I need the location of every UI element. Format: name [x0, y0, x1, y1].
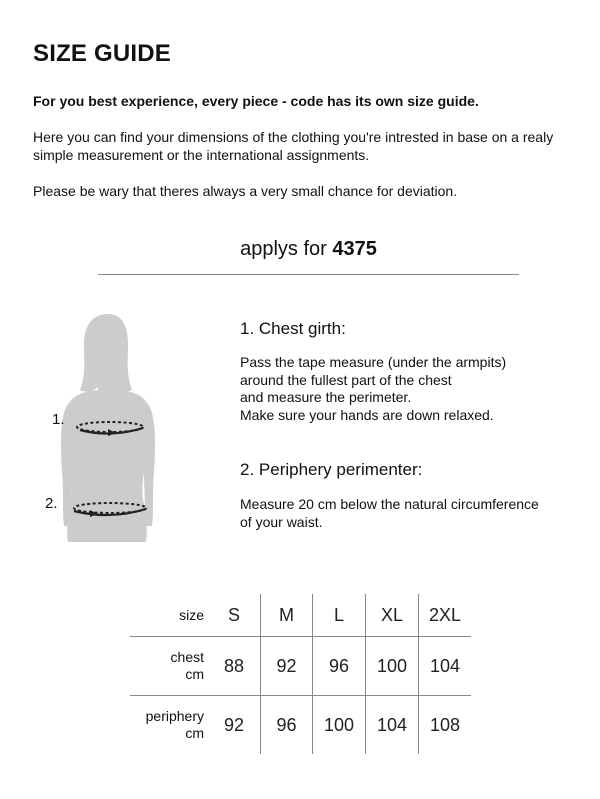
product-code: 4375 [332, 238, 377, 260]
table-cell: 88 [208, 637, 261, 696]
chest-marker-label: 1. [52, 411, 65, 428]
table-header-row [130, 594, 471, 637]
table-cell: 92 [208, 696, 261, 755]
table-row [130, 637, 471, 696]
size-col-header: M [261, 594, 313, 637]
table-cell: 104 [366, 696, 419, 755]
row-label-periphery: periphery cm [130, 696, 208, 755]
table-row [130, 696, 471, 755]
table-cell: 104 [419, 637, 472, 696]
divider [98, 274, 519, 275]
chest-girth-heading: 1. Chest girth: [240, 319, 346, 338]
size-col-header: S [227, 604, 240, 625]
row-label-chest: chest cm [130, 637, 208, 696]
size-col-header: XL [366, 594, 419, 637]
size-col-header: L [313, 594, 366, 637]
size-col-header: 2XL [419, 594, 472, 637]
measurement-figure [40, 312, 170, 548]
table-cell: 100 [366, 637, 419, 696]
table-cell: 92 [261, 637, 313, 696]
applies-prefix: applys for [240, 238, 327, 260]
table-cell: 108 [419, 696, 472, 755]
deviation-note: Please be wary that theres always a very small chance for deviation. [33, 183, 458, 199]
table-cell: 100 [313, 696, 366, 755]
periphery-marker-label: 2. [45, 495, 58, 512]
periphery-heading: 2. Periphery perimenter: [240, 460, 423, 479]
female-silhouette-icon [40, 312, 170, 548]
page-title: SIZE GUIDE [33, 40, 172, 67]
periphery-instructions: Measure 20 cm below the natural circumference of your waist. [240, 496, 539, 530]
size-header-label: size [179, 606, 204, 623]
applies-heading [0, 238, 600, 261]
table-cell: 96 [313, 637, 366, 696]
chest-girth-instructions: Pass the tape measure (under the armpits) around the fullest part of the chest and measure the perimeter. Make sure your hands are down relaxed. [240, 354, 507, 423]
intro-paragraph: Here you can find your dimensions of the clothing you're intrested in base on a realy simple measurement or the international assignments. [33, 129, 554, 163]
table-cell: 96 [261, 696, 313, 755]
size-table [130, 594, 471, 754]
lead-text: For you best experience, every piece - code has its own size guide. [33, 93, 479, 109]
